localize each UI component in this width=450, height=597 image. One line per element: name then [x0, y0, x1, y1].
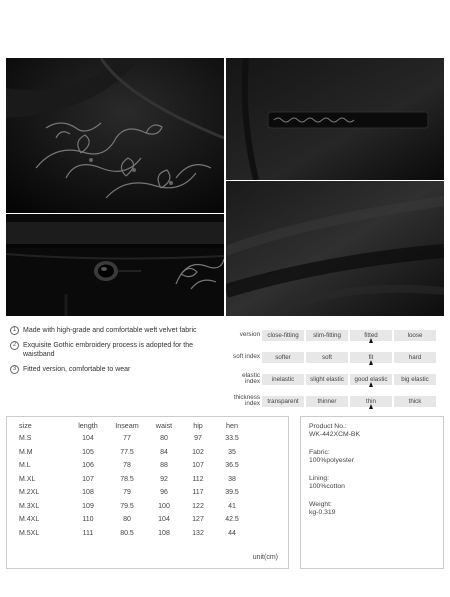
column-header: size [19, 421, 32, 430]
table-cell: 39.5 [225, 489, 239, 497]
table-cell: 107 [82, 475, 94, 483]
feature-text: Made with high-grade and comfortable weft velvet fabric [23, 327, 197, 334]
index-option: transparent [262, 396, 304, 407]
table-cell: M.L [19, 462, 31, 470]
table-cell: 102 [192, 448, 204, 456]
waistband-button-photo [6, 214, 224, 316]
index-option: soft [306, 352, 348, 363]
selected-arrow-icon [369, 360, 373, 365]
table-cell: 107 [192, 462, 204, 470]
feature-list [10, 326, 220, 380]
fabric-value: 100%polyester [309, 457, 354, 464]
size-table-header [7, 419, 290, 432]
table-cell: 111 [82, 529, 94, 537]
table-cell: 44 [228, 529, 236, 537]
table-cell: 88 [160, 462, 168, 470]
index-option: softer [262, 352, 304, 363]
table-cell: 41 [228, 502, 236, 510]
table-cell: 35 [228, 448, 236, 456]
table-cell: 80 [123, 516, 131, 524]
table-cell: M.XL [19, 475, 36, 483]
table-cell: 112 [192, 475, 204, 483]
product-no-value: WK-442XCM-BK [309, 431, 360, 438]
index-row-thickness [230, 390, 440, 412]
table-cell: 92 [160, 475, 168, 483]
embroidery-closeup-photo [6, 58, 224, 213]
feature-number: 1 [10, 326, 19, 335]
table-cell: 77 [123, 435, 131, 443]
velvet-fabric-photo [226, 181, 444, 316]
column-header: Inseam [115, 421, 139, 430]
table-cell: 127 [192, 516, 204, 524]
index-label: thickness index [233, 393, 260, 407]
unit-label: unit(cm) [252, 554, 278, 561]
lining-label: Lining: [309, 475, 330, 482]
table-cell: 104 [82, 435, 94, 443]
index-option: fitted [350, 330, 392, 341]
index-option: inelastic [262, 374, 304, 385]
index-label: soft index [233, 352, 260, 360]
index-label: version [239, 330, 260, 338]
product-number [309, 423, 435, 439]
table-cell: 110 [82, 516, 94, 524]
table-cell: 106 [82, 462, 94, 470]
index-option: good elastic [350, 374, 392, 385]
table-cell: 80 [160, 435, 168, 443]
table-cell: M.S [19, 435, 32, 443]
table-cell: 33.5 [225, 435, 239, 443]
table-cell: 108 [158, 529, 170, 537]
table-cell: 132 [192, 529, 204, 537]
table-cell: 77.5 [120, 448, 134, 456]
table-row [7, 459, 290, 473]
index-label: elastic index [242, 371, 260, 385]
table-row [7, 500, 290, 514]
index-row-soft [230, 346, 440, 368]
product-no-label: Product No.: [309, 423, 347, 430]
selected-arrow-icon [369, 404, 373, 409]
feature-item [10, 326, 220, 335]
index-option: close-fitting [262, 330, 304, 341]
index-option: loose [394, 330, 436, 341]
pocket-detail-photo [226, 58, 444, 180]
table-row [7, 473, 290, 487]
weight-value: kg-0.319 [309, 509, 336, 516]
table-row [7, 486, 290, 500]
table-cell: 117 [192, 489, 204, 497]
fabric-label: Fabric: [309, 449, 330, 456]
table-row [7, 513, 290, 527]
table-cell: 108 [82, 489, 94, 497]
table-row [7, 432, 290, 446]
lining-info [309, 475, 435, 491]
column-header: hip [193, 421, 203, 430]
selected-arrow-icon [369, 338, 373, 343]
fabric-info [309, 449, 435, 465]
column-header: length [78, 421, 98, 430]
table-cell: 36.5 [225, 462, 239, 470]
table-cell: 96 [160, 489, 168, 497]
table-cell: 79 [123, 489, 131, 497]
table-cell: 122 [192, 502, 204, 510]
table-cell: M.3XL [19, 502, 40, 510]
index-option: slight elastic [306, 374, 348, 385]
table-cell: 97 [194, 435, 202, 443]
index-option: hard [394, 352, 436, 363]
index-option: big elastic [394, 374, 436, 385]
selected-arrow-icon [369, 382, 373, 387]
table-cell: M.5XL [19, 529, 40, 537]
table-cell: 84 [160, 448, 168, 456]
table-cell: 78 [123, 462, 131, 470]
index-option: thick [394, 396, 436, 407]
table-cell: 79.5 [120, 502, 134, 510]
feature-text: Exquisite Gothic embroidery process is adopted for the waistband [23, 342, 194, 358]
column-header: waist [155, 421, 173, 430]
table-cell: 109 [82, 502, 94, 510]
style-index-grid [230, 324, 440, 412]
index-row-elastic [230, 368, 440, 390]
table-cell: M.4XL [19, 516, 40, 524]
size-table [7, 419, 290, 540]
index-option: thinner [306, 396, 348, 407]
feature-text: Fitted version, comfortable to wear [23, 366, 131, 373]
product-info [300, 416, 444, 569]
index-option: slim-fitting [306, 330, 348, 341]
size-chart [6, 416, 289, 569]
table-cell: M.M [19, 448, 33, 456]
lining-value: 100%cotton [309, 483, 345, 490]
table-cell: 105 [82, 448, 94, 456]
table-row [7, 527, 290, 541]
feature-item [10, 365, 220, 374]
table-cell: 104 [158, 516, 170, 524]
feature-number: 3 [10, 365, 19, 374]
weight-info [309, 501, 435, 517]
table-cell: 80.5 [120, 529, 134, 537]
table-cell: 78.5 [120, 475, 134, 483]
table-cell: 38 [228, 475, 236, 483]
weight-label: Weight: [309, 501, 332, 508]
table-cell: 42.5 [225, 516, 239, 524]
index-option: thin [350, 396, 392, 407]
table-cell: 100 [158, 502, 170, 510]
table-row [7, 446, 290, 460]
column-header: hen [226, 421, 238, 430]
feature-item [10, 341, 220, 359]
index-row-version [230, 324, 440, 346]
index-option: fit [350, 352, 392, 363]
feature-number: 2 [10, 341, 19, 350]
table-cell: M.2XL [19, 489, 40, 497]
